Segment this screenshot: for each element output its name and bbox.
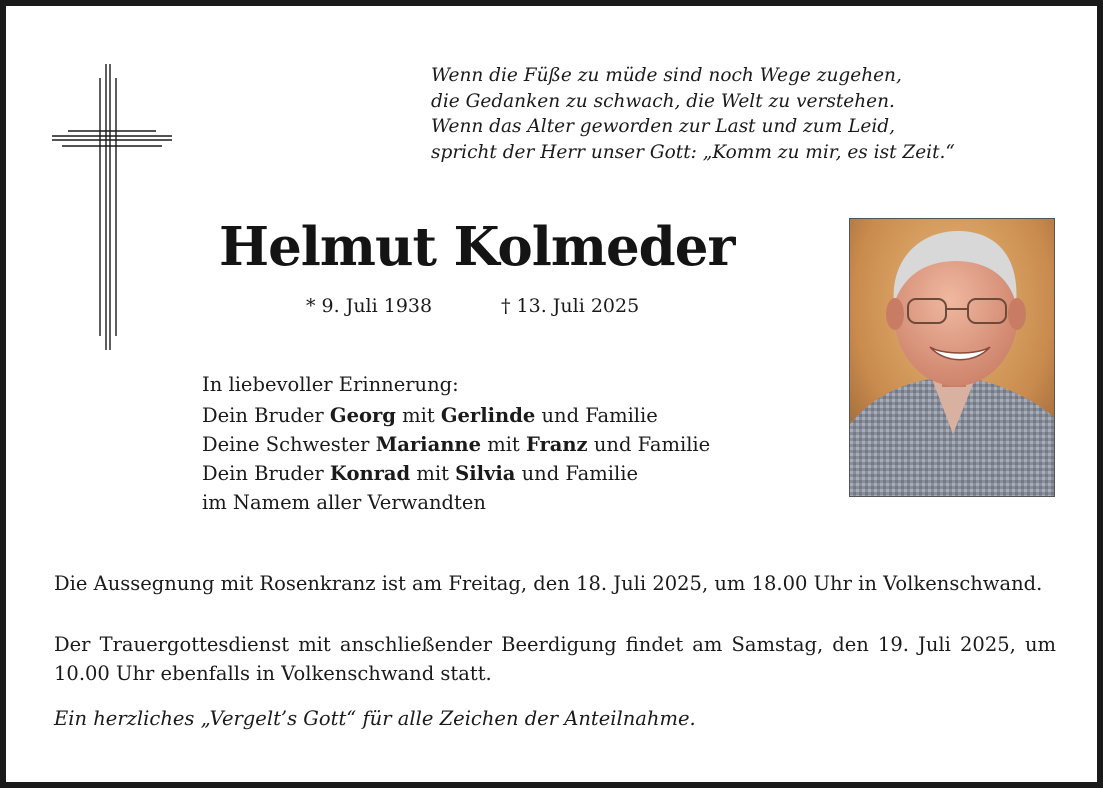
poem-line: die Gedanken zu schwach, die Welt zu verstehen. <box>431 90 895 112</box>
deceased-name: Helmut Kolmeder <box>219 216 735 278</box>
mourner-relation: Dein Bruder <box>202 462 330 485</box>
birth-date: * 9. Juli 1938 <box>306 295 433 317</box>
poem-line: spricht der Herr unser Gott: „Komm zu mir, es ist Zeit.“ <box>431 141 955 163</box>
christian-cross-icon <box>52 64 172 350</box>
mourner-name: Georg <box>329 404 396 427</box>
mourner-suffix: und Familie <box>515 462 638 485</box>
mourner-partner: Franz <box>525 433 588 456</box>
mourner-joiner: mit <box>395 404 441 427</box>
mourners-intro: In liebevoller Erinnerung: <box>202 373 459 396</box>
poem-line: Wenn das Alter geworden zur Last und zum Leid, <box>431 116 896 137</box>
mourner-line <box>202 430 710 459</box>
mourner-suffix: und Familie <box>587 433 711 456</box>
mourner-relation: Deine Schwester <box>202 433 376 456</box>
mourner-relation: Dein Bruder <box>202 404 330 427</box>
poem <box>431 63 955 165</box>
mourner-partner: Silvia <box>455 462 516 485</box>
mourner-name: Marianne <box>375 433 481 456</box>
death-date: † 13. Juli 2025 <box>501 295 640 317</box>
portrait-photo <box>849 218 1055 497</box>
mourner-line <box>202 401 710 430</box>
closing-line: Ein herzliches „Vergelt’s Gott“ für alle Zeichen der Anteilnahme. <box>54 707 696 730</box>
service-paragraph-1: Die Aussegnung mit Rosenkranz ist am Freitag, den 18. Juli 2025, um 18.00 Uhr in Volkenschwand. <box>54 572 1043 595</box>
mourner-joiner: mit <box>410 462 456 485</box>
mourner-line: im Namem aller Verwandten <box>202 491 486 514</box>
service-paragraph-2: Der Trauergottesdienst mit anschließender Beerdigung findet am Samstag, den 19. Juli 2025, um 10.00 Uhr ebenfalls in Volkenschwand statt. <box>54 633 1056 685</box>
mourner-line <box>202 459 710 488</box>
mourner-name: Konrad <box>329 462 411 485</box>
poem-line: Wenn die Füße zu müde sind noch Wege zugehen, <box>431 65 902 86</box>
mourners-list <box>202 370 710 517</box>
mourner-suffix: und Familie <box>535 404 658 427</box>
mourner-partner: Gerlinde <box>440 404 536 427</box>
mourner-joiner: mit <box>481 433 526 456</box>
